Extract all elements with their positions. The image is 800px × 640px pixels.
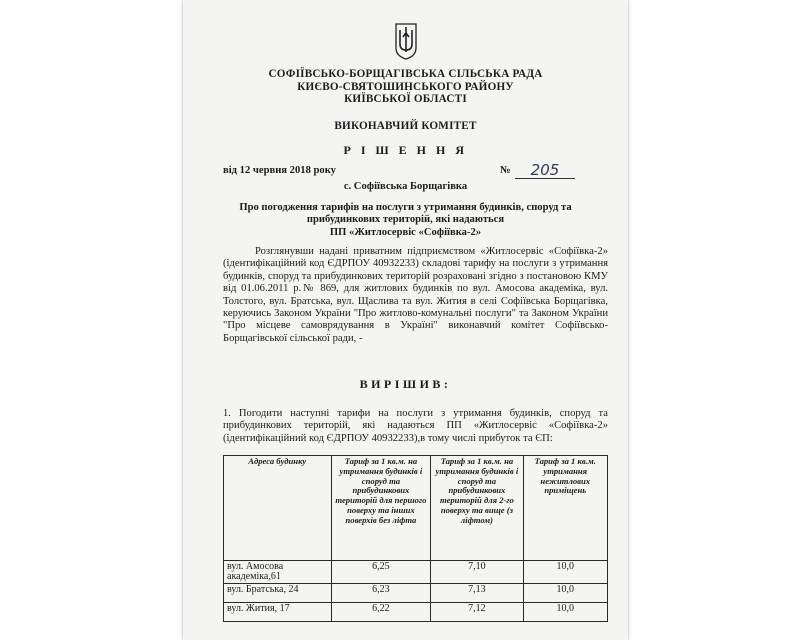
subject-line: ПП «Житлосервіс «Софіївка-2» — [329, 226, 482, 238]
address-cell: вул. Амосова академіка,61 — [224, 561, 332, 584]
decision-number: 205 — [515, 162, 575, 179]
tariff-cell: 7,13 — [431, 583, 523, 602]
tariff-cell: 10,0 — [523, 583, 608, 602]
decided-heading: ВИРІШИВ: — [359, 377, 452, 391]
item-1-paragraph: 1. Погодити наступні тарифи на послуги з утримання будинків, споруд та прибудинкових територій, які надаються ПП «Житлосервіс «Софіївка-2» (ідентифікаційний код ЄДРПОУ 40932233),в тому числі прибуток та ЄП: — [223, 408, 608, 444]
tariff-cell: 10,0 — [523, 561, 608, 584]
preamble-paragraph: Розглянувши надані приватним підприємством «Житлосервіс «Софіївка-2» (ідентифікаційний код ЄДРПОУ 40932233) складові тарифу на послуги з утримання будинків, споруд та прибудинкових територій розраховані згідно з постановою КМУ від 01.06.2011 р.№ 869, для житлових будинків по вул. Амосова академіка, вул. Толстого, вул. Братська, вул. Щаслива та вул. Жития в селі Софіївська Борщагівка, керуючись Законом України "Про житлово-комунальні послуги" та Законом України "Про місцеве самоврядування в Україні" виконавчий комітет Софіївсько-Борщагівської сільської ради, - — [223, 246, 608, 344]
subject — [203, 202, 608, 239]
place: с. Софіївська Борщагівка — [343, 181, 468, 192]
column-header-tariff-nonresidential: Тариф за 1 кв.м. утримання нежитлових приміщень — [523, 456, 608, 561]
table-row — [224, 602, 608, 621]
decision-date: від 12 червня 2018 року — [223, 165, 336, 176]
trident-emblem-icon — [393, 22, 419, 60]
district-line: КИЄВО-СВЯТОШИНСЬКОГО РАЙОНУ — [297, 80, 514, 93]
subject-line: прибудинкових територій, які надаються — [306, 214, 505, 226]
tariff-cell: 6,22 — [331, 602, 431, 621]
decision-title: Р І Ш Е Н Н Я — [343, 143, 468, 157]
tariff-cell: 10,0 — [523, 602, 608, 621]
address-cell: вул. Жития, 17 — [224, 602, 332, 621]
tariff-cell: 7,12 — [431, 602, 523, 621]
committee-title: ВИКОНАВЧИЙ КОМІТЕТ — [334, 120, 477, 132]
subject-line: Про погодження тарифів на послуги з утримання будинків, споруд та — [239, 202, 572, 213]
tariff-cell: 7,10 — [431, 561, 523, 584]
address-cell: вул. Братська, 24 — [224, 583, 332, 602]
column-header-tariff-no-lift: Тариф за 1 кв.м. на утримання будинків і споруд та прибудинкових територій для першого поверху та інших поверхів без ліфта — [331, 456, 431, 561]
council-header — [183, 68, 628, 106]
tariff-table — [223, 455, 608, 622]
tariff-cell: 6,25 — [331, 561, 431, 584]
council-line: СОФІЇВСЬКО-БОРЩАГІВСЬКА СІЛЬСЬКА РАДА — [268, 68, 543, 80]
tariff-cell: 6,23 — [331, 583, 431, 602]
column-header-address: Адреса будинку — [224, 456, 332, 561]
region-line: КИЇВСЬКОЇ ОБЛАСТІ — [344, 93, 467, 105]
column-header-tariff-lift: Тариф за 1 кв.м. на утримання будинків і споруд та прибудинкових територій для 2-го поверху та вище (з ліфтом) — [431, 456, 523, 561]
table-row — [224, 583, 608, 602]
table-header-row — [224, 456, 608, 561]
table-row — [224, 561, 608, 584]
document-page — [183, 0, 628, 640]
number-sign: № — [500, 165, 511, 176]
